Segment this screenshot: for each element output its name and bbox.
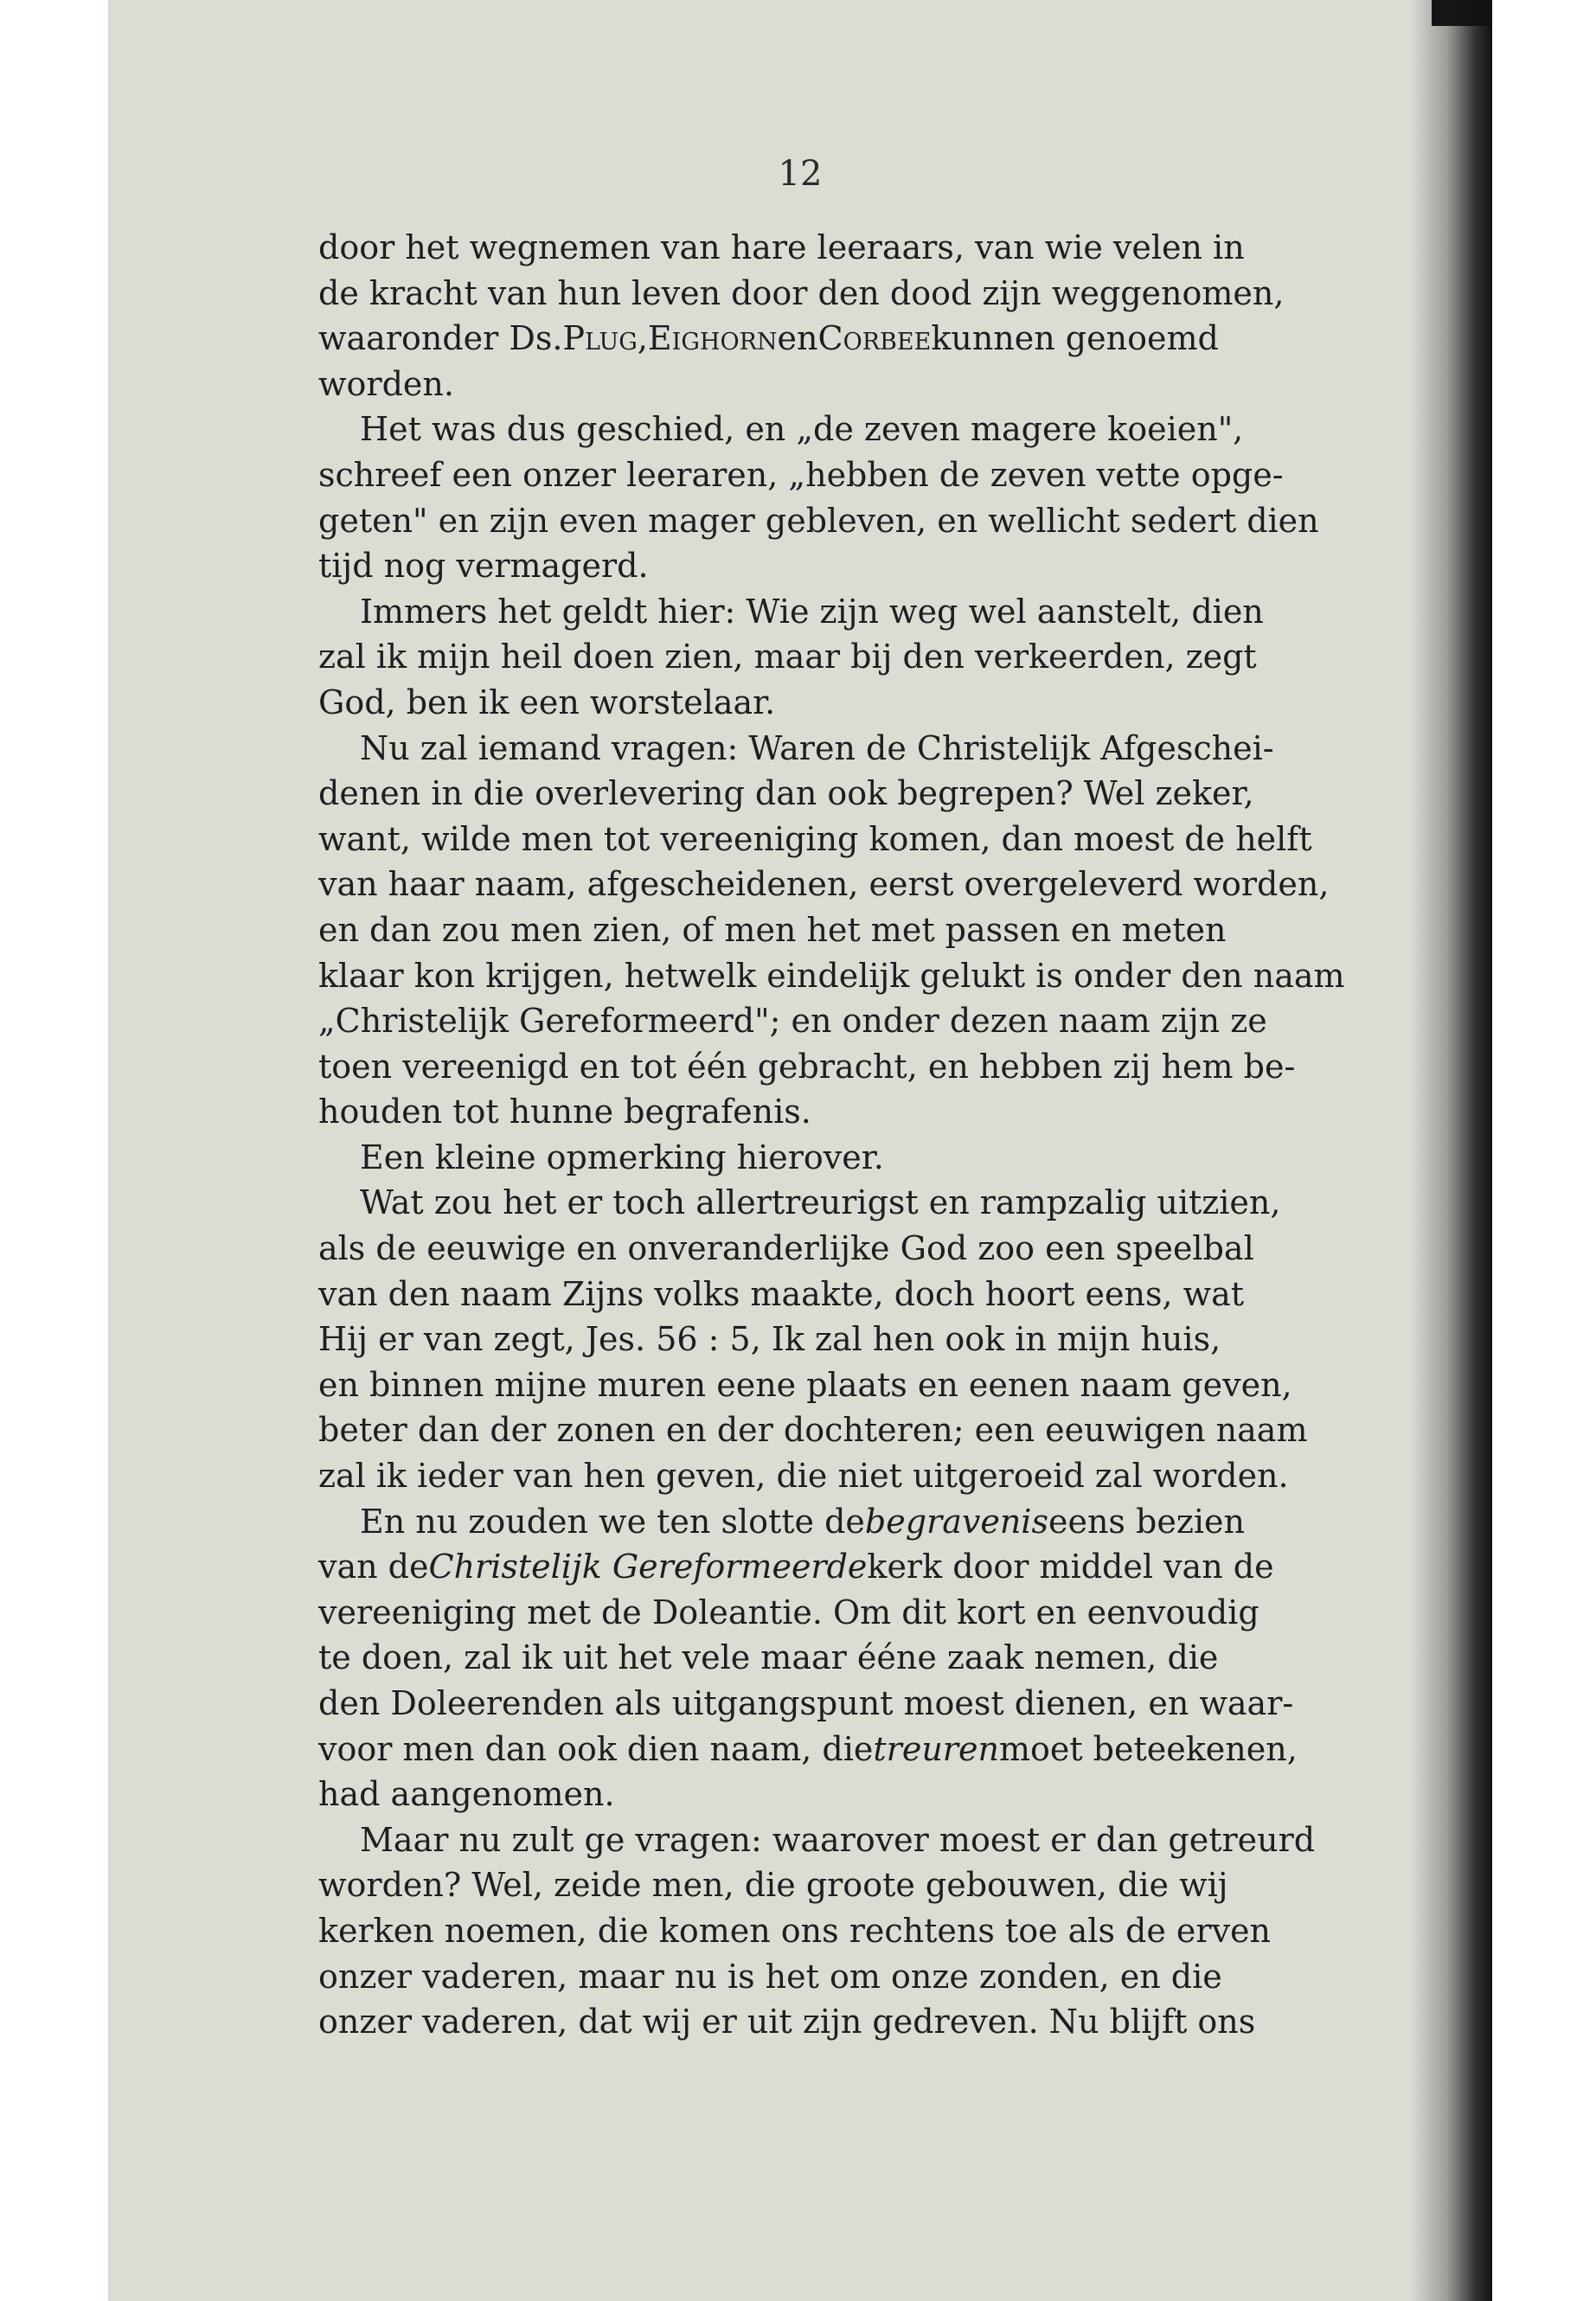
text-line: worden? Wel, zeide men, die groote gebouwen, die wij	[318, 1866, 1228, 1905]
page-number: 12	[778, 154, 823, 194]
text-line: zal ik ieder van hen geven, die niet uitgeroeid zal worden.	[318, 1457, 1289, 1496]
name-corbee: Corbee	[817, 319, 932, 358]
paragraph-start: Het was dus geschied, en „de zeven magere koeien",	[360, 410, 1244, 449]
text-line: klaar kon krijgen, hetwelk eindelijk gelukt is onder den naam	[318, 956, 1345, 995]
text-line: de kracht van hun leven door den dood zijn weggenomen,	[318, 273, 1285, 312]
text-line: van haar naam, afgescheidenen, eerst overgeleverd worden,	[318, 865, 1330, 904]
text-line: den Doleerenden als uitgangspunt moest dienen, en waar-	[318, 1684, 1294, 1722]
text-line: en binnen mijne muren eene plaats en eenen naam geven,	[318, 1365, 1292, 1404]
emphasis-christelijk-gereformeerde: Christelijk Gereformeerde	[428, 1548, 868, 1586]
text-line: onzer vaderen, maar nu is het om onze zonden, en die	[318, 1957, 1222, 1996]
text-line: en dan zou men zien, of men het met passen en meten	[318, 910, 1227, 949]
text-line: vereeniging met de Doleantie. Om dit kort en eenvoudig	[318, 1593, 1259, 1631]
name-plug: Plug	[562, 319, 638, 358]
text-line: toen vereenigd en tot één gebracht, en hebben zij hem be-	[318, 1047, 1296, 1086]
book-page	[108, 0, 1492, 2301]
text-line: beter dan der zonen en der dochteren; een eeuwigen naam	[318, 1411, 1308, 1450]
text-line: geten" en zijn even mager gebleven, en wellicht sedert dien	[318, 501, 1319, 540]
paragraph-start: Een kleine opmerking hierover.	[360, 1138, 884, 1176]
text-line: God, ben ik een worstelaar.	[318, 683, 776, 721]
paragraph-start: En nu zouden we ten slotte debegraveniseens bezien	[318, 1499, 1492, 1545]
text-line: schreef een onzer leeraren, „hebben de zeven vette opge-	[318, 455, 1284, 494]
text-line: voor men dan ook dien naam, dietreurenmoet beteekenen,	[318, 1727, 1492, 1772]
text-line: als de eeuwige en onveranderlijke God zoo een speelbal	[318, 1229, 1254, 1268]
text-line: Hij er van zegt, Jes. 56 : 5, Ik zal hen ook in mijn huis,	[318, 1320, 1221, 1359]
text-line: kerken noemen, die komen ons rechtens toe als de erven	[318, 1911, 1271, 1950]
paragraph-start: Immers het geldt hier: Wie zijn weg wel aanstelt, dien	[360, 592, 1264, 631]
text-line: houden tot hunne begrafenis.	[318, 1093, 811, 1131]
name-eighorn: Eighorn	[647, 319, 778, 358]
text-line: door het wegnemen van hare leeraars, van wie velen in	[318, 228, 1245, 266]
text-line: van den naam Zijns volks maakte, doch hoort eens, wat	[318, 1274, 1245, 1313]
text-line: had aangenomen.	[318, 1775, 615, 1814]
text-line: worden.	[318, 364, 454, 403]
text-line: want, wilde men tot vereeniging komen, dan moest de helft	[318, 819, 1312, 858]
emphasis-treuren: treuren	[873, 1729, 999, 1768]
text-line: zal ik mijn heil doen zien, maar bij den verkeerden, zegt	[318, 638, 1257, 676]
text-line: van deChristelijk Gereformeerdekerk door middel van de	[318, 1544, 1492, 1590]
text-line: waaronder Ds.Plug,EighornenCorbeekunnen genoemd	[318, 316, 1492, 362]
text-line: „Christelijk Gereformeerd"; en onder dezen naam zijn ze	[318, 1002, 1267, 1041]
text-line: onzer vaderen, dat wij er uit zijn gedreven. Nu blijft ons	[318, 2003, 1256, 2041]
paragraph-start: Maar nu zult ge vragen: waarover moest er dan getreurd	[360, 1820, 1316, 1859]
emphasis-begravenis: begravenis	[864, 1502, 1048, 1541]
text-line: tijd nog vermagerd.	[318, 547, 649, 586]
text-line: te doen, zal ik uit het vele maar ééne zaak nemen, die	[318, 1638, 1219, 1677]
paragraph-start: Wat zou het er toch allertreurigst en rampzalig uitzien,	[360, 1183, 1281, 1222]
paragraph-start: Nu zal iemand vragen: Waren de Christelijk Afgeschei-	[360, 728, 1274, 767]
text-line: denen in die overlevering dan ook begrepen? Wel zeker,	[318, 774, 1254, 813]
body-text	[318, 225, 1492, 2045]
